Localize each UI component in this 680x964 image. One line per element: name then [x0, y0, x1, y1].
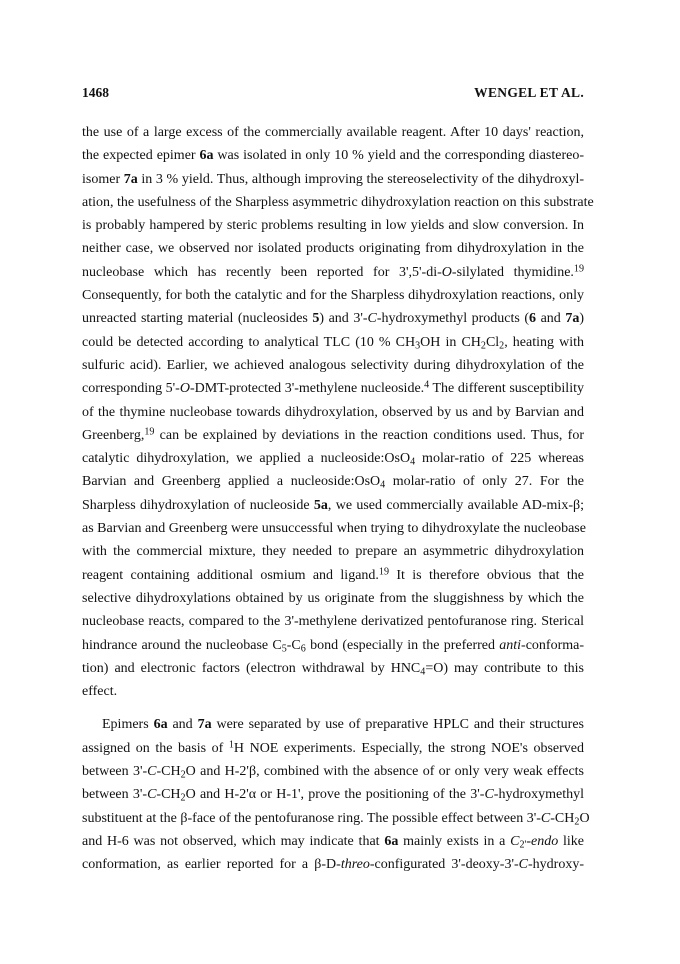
text-line: and H-6 was not observed, which may indicate that 6a mainly exists in a $C_{2'}$-endo like — [82, 833, 584, 851]
text-line: unreacted starting material (nucleosides 5) and 3'-C-hydroxymethyl products (6 and 7a) — [82, 311, 584, 327]
text-line: selective dihydroxylations obtained by us originate from the sluggishness by which the — [82, 590, 584, 606]
text-line: is probably hampered by steric problems resulting in low yields and slow conversion. In — [82, 218, 584, 234]
text-line: the expected epimer 6a was isolated in only 10 % yield and the corresponding diastereo- — [82, 148, 585, 164]
text-line: reagent containing additional osmium and ligand.$^{19}$ It is therefore obvious that the — [82, 566, 584, 583]
text-line: neither case, we observed nor isolated products originating from dihydroxylation in the — [82, 241, 584, 257]
paragraph-gap — [82, 703, 584, 713]
text-line: Consequently, for both the catalytic and for the Sharpless dihydroxylation reactions, only — [82, 288, 584, 304]
body-text — [82, 121, 594, 877]
text-line: nucleobase which has recently been reported for 3',5'-di-O-silylated thymidine.$^{19}$ — [82, 263, 584, 280]
text-line: hindrance around the nucleobase $C_5-C_6$ bond (especially in the preferred anti-conforma- — [82, 637, 584, 655]
text-line: effect. — [82, 684, 118, 700]
text-line: the use of a large excess of the commercially available reagent. After 10 days' reaction, — [82, 125, 584, 140]
text-line: with the commercial mixture, they needed to prepare an asymmetric dihydroxylation — [82, 544, 584, 560]
text-line: Sharpless dihydroxylation of nucleoside 5a, we used commercially available AD-mix-β; — [82, 497, 584, 513]
text-line: assigned on the basis of $^1$H NOE experiments. Especially, the strong NOE's observed — [82, 739, 585, 756]
text-line: nucleobase reacts, compared to the 3'-methylene derivatized pentofuranose ring. Sterical — [82, 614, 584, 630]
text-line: sulfuric acid). Earlier, we achieved analogous selectivity during dihydroxylation of the — [82, 357, 584, 373]
text-line: tion) and electronic factors (electron withdrawal by $HNC_4=O$) may contribute to this — [82, 660, 584, 678]
running-head: WENGEL ET AL. — [474, 85, 584, 100]
text-line: conformation, as earlier reported for a β-D-threo-configurated 3'-deoxy-3'-C-hydroxy- — [82, 857, 584, 873]
text-line: between $3'-C-CH_2O$ and H-2'β, combined with the absence of or only very weak effects — [82, 764, 584, 781]
text-line: between $3'-C-CH_2O$ and H-2'α or H-1', prove the positioning of the 3'-C-hydroxymethyl — [82, 787, 584, 804]
page-header — [82, 85, 584, 105]
text-line: corresponding 5'-O-DMT-protected 3'-methylene nucleoside.$^4$ The different susceptibility — [82, 379, 584, 397]
text-line: catalytic dihydroxylation, we applied a nucleoside:OsO$_4$ molar-ratio of 225 whereas — [82, 451, 585, 468]
text-line: Epimers 6a and 7a were separated by use of preparative HPLC and their structures — [102, 717, 585, 733]
text-line: Barvian and Greenberg applied a nucleoside:OsO$_4$ molar-ratio of only 27. For the — [82, 474, 585, 491]
text-line: could be detected according to analytical TLC (10 % $CH_3OH$ in $CH_2Cl_2$, heating with — [82, 334, 584, 352]
text-line: as Barvian and Greenberg were unsuccessful when trying to dihydroxylate the nucleobase — [82, 521, 586, 537]
text-line: of the thymine nucleobase towards dihydroxylation, observed by us and by Barvian and — [82, 404, 584, 420]
text-line: ation, the usefulness of the Sharpless asymmetric dihydroxylation reaction on this substrate — [82, 194, 594, 210]
text-line: substituent at the β-face of the pentofuranose ring. The possible effect between $3'-C-CH_2O$ — [82, 810, 590, 828]
text-line: Greenberg,$^{19}$ can be explained by deviations in the reaction conditions used. Thus, for — [82, 426, 584, 443]
text-line: isomer 7a in 3 % yield. Thus, although improving the stereoselectivity of the dihydroxyl- — [82, 171, 584, 187]
page-number: 1468 — [82, 85, 109, 100]
